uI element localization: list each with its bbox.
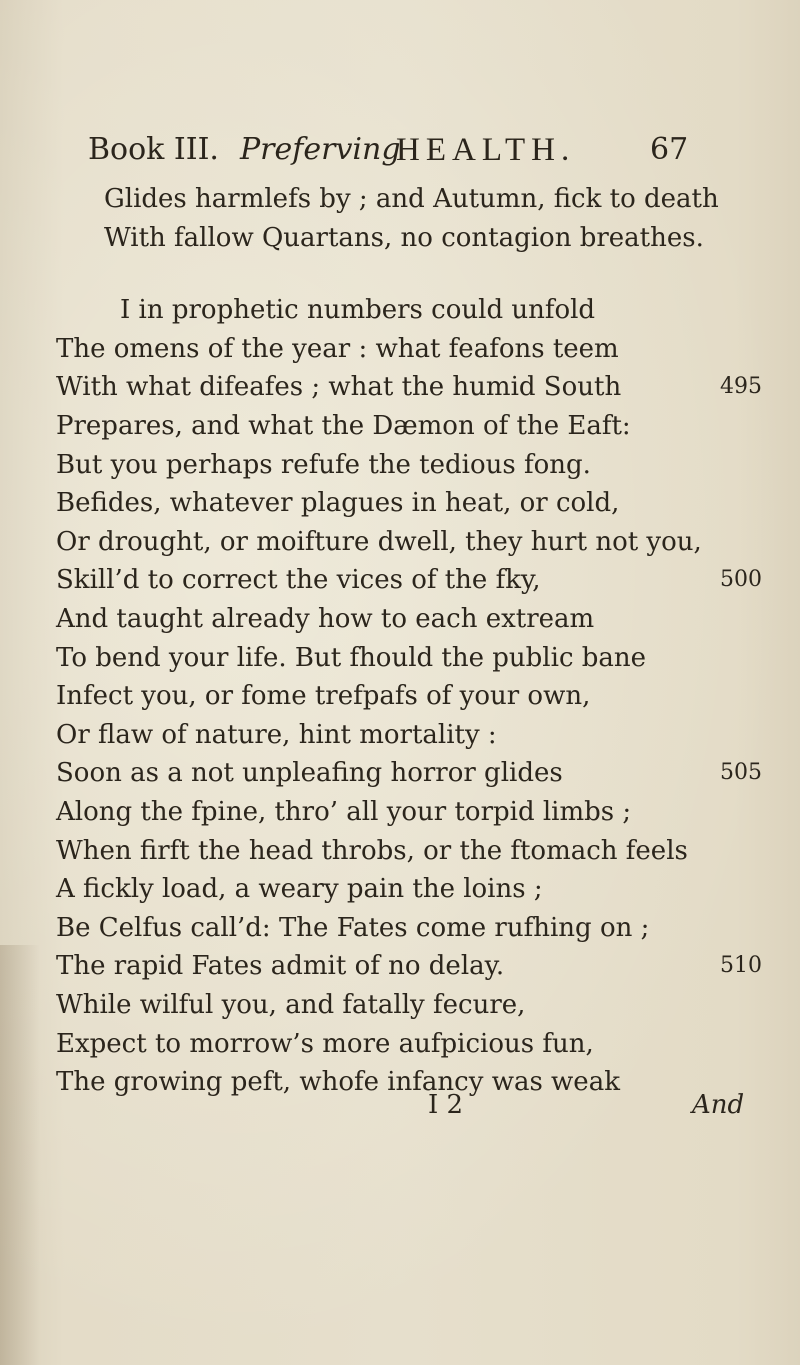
page-number: 67 [650,132,689,167]
verse-line-text: And taught already how to each extream [56,604,595,634]
verse-line-text: Glides harmlefs by ; and Autumn, fick to death [104,184,719,214]
verse-line [0,372,800,404]
catchword: And [692,1090,745,1120]
header-section: Preferving [240,132,401,167]
verse-line-text: Prepares, and what the Dæmon of the Eaft: [56,411,631,441]
verse-line-text: With what difeafes ; what the humid South [56,372,622,403]
verse-line-text: But you perhaps refufe the tedious fong. [56,449,591,480]
header-title: HEALTH. [396,132,576,168]
verse-line [0,565,800,597]
verse-line-text: While wilful you, and fatally fecure, [56,990,526,1020]
verse-line [0,913,800,945]
verse-line [0,681,800,713]
verse-line [0,836,800,868]
line-number: 495 [720,374,762,400]
verse-line [0,604,800,636]
header-book: Book III. [88,132,219,167]
verse-line-text: A fickly load, a weary pain the loins ; [56,874,543,905]
verse-line [0,488,800,520]
verse-line-text: Infect you, or fome trefpafs of your own, [56,681,591,712]
signature-mark: I 2 [428,1090,464,1120]
verse-line-text: With fallow Quartans, no contagion breathes. [104,222,704,253]
verse-line [0,797,800,829]
verse-line-text: Or flaw of nature, hint mortality : [56,719,497,750]
verse-line [0,184,800,216]
verse-line [0,990,800,1022]
verse-line [0,874,800,906]
verse-line [0,951,800,983]
verse-line-text: Along the fpine, thro’ all your torpid limbs ; [56,797,632,827]
verse-line-text: Soon as a not unpleafing horror glides [56,758,563,789]
verse-line-text: Skill’d to correct the vices of the fky, [56,565,541,596]
verse-line-text: Be Celfus call’d: The Fates come rufhing on ; [56,912,650,943]
verse-line-text: To bend your life. But fhould the public bane [56,642,647,673]
verse-line [0,758,800,790]
verse-line [0,450,800,482]
verse-line-text: Expect to morrow’s more aufpicious fun, [56,1028,594,1059]
verse-line [0,223,800,255]
running-header [88,132,708,176]
line-number: 500 [720,567,762,593]
verse-line [0,411,800,443]
verse-line [0,1067,800,1099]
verse-line-text: The rapid Fates admit of no delay. [56,951,505,982]
verse-line-text: Or drought, or moifture dwell, they hurt not you, [56,526,702,557]
verse-line-text: I in prophetic numbers could unfold [120,295,596,326]
verse-line-text: The omens of the year : what feafons teem [56,333,619,364]
verse-line [0,527,800,559]
line-number: 505 [720,760,762,786]
verse-line [0,643,800,675]
verse-line-text: When firft the head throbs, or the ftomach feels [56,835,688,866]
line-number: 510 [720,953,762,979]
verse-line-text: Befides, whatever plagues in heat, or cold, [56,488,620,519]
verse-line-text: The growing peft, whofe infancy was weak [56,1067,620,1098]
verse-line [0,295,800,327]
verse-line [0,334,800,366]
verse-line [0,720,800,752]
verse-line [0,1029,800,1061]
